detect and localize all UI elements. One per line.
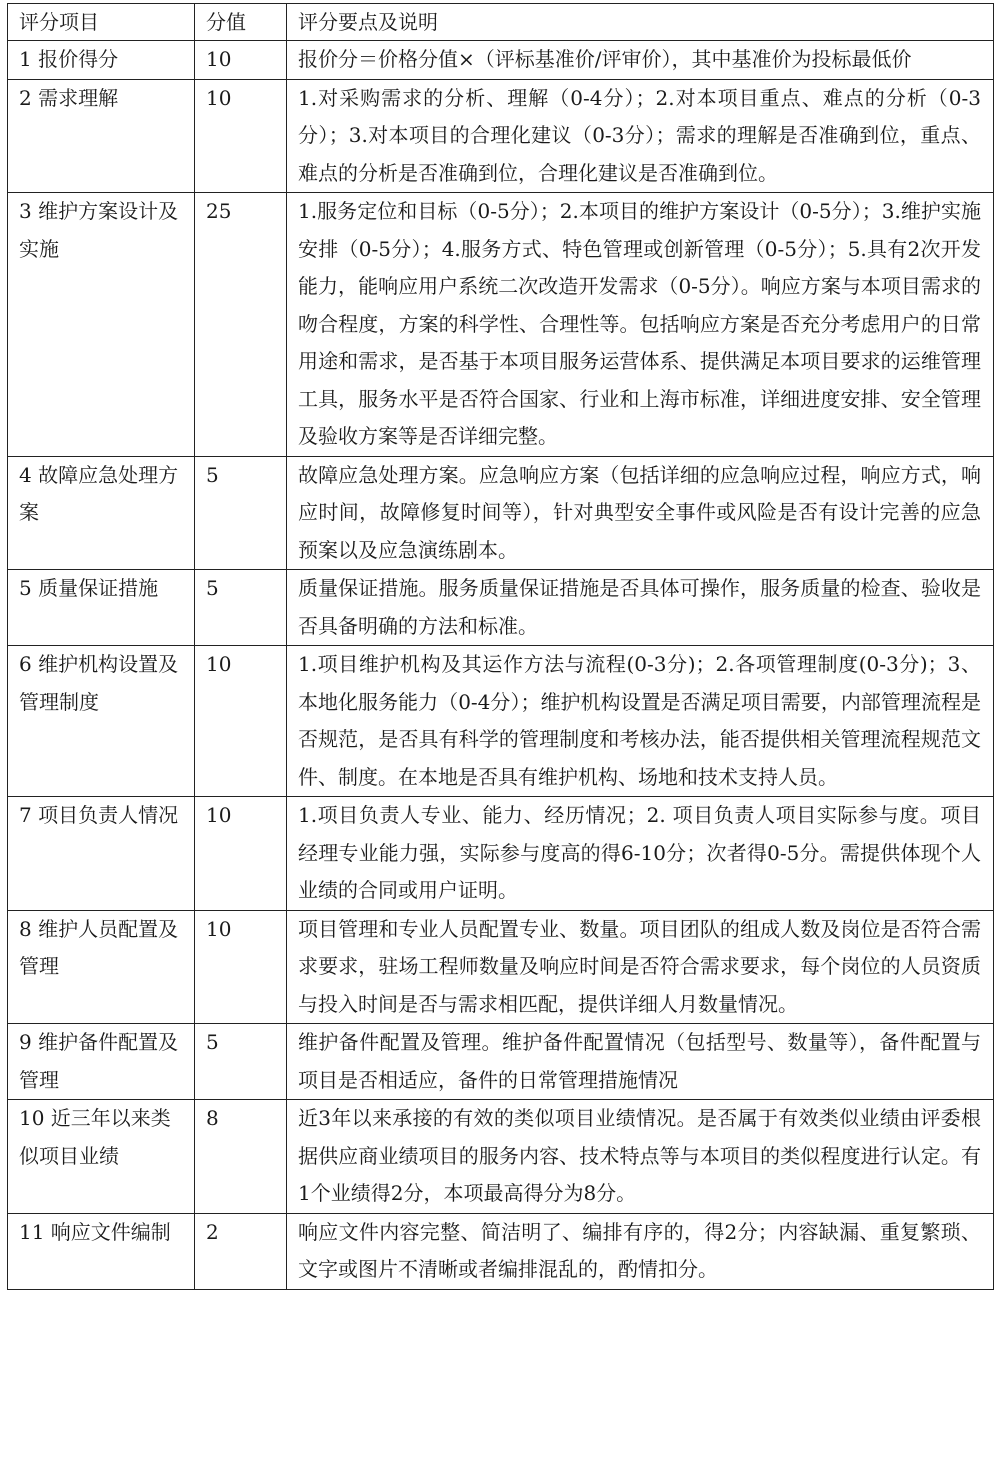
row-description: 质量保证措施。服务质量保证措施是否具体可操作，服务质量的检查、验收是否具备明确的方法和标准。 [287,570,994,646]
row-score: 10 [195,646,287,797]
row-description: 1.项目负责人专业、能力、经历情况；2. 项目负责人项目实际参与度。项目经理专业能力强，实际参与度高的得6-10分；次者得0-5分。需提供体现个人业绩的合同或用户证明。 [287,797,994,911]
row-score: 25 [195,193,287,457]
header-score: 分值 [195,4,287,41]
row-score: 8 [195,1100,287,1214]
row-description: 近3年以来承接的有效的类似项目业绩情况。是否属于有效类似业绩由评委根据供应商业绩项目的服务内容、技术特点等与本项目的类似程度进行认定。有1个业绩得2分，本项最高得分为8分。 [287,1100,994,1214]
table-row [8,797,994,911]
row-item: 5 质量保证措施 [8,570,195,646]
table-row [8,1024,994,1100]
row-score: 10 [195,41,287,80]
header-description: 评分要点及说明 [287,4,994,41]
header-row [8,4,994,41]
row-description: 故障应急处理方案。应急响应方案（包括详细的应急响应过程，响应方式，响应时间，故障修复时间等），针对典型安全事件或风险是否有设计完善的应急预案以及应急演练剧本。 [287,456,994,570]
row-item: 8 维护人员配置及管理 [8,910,195,1024]
row-item: 6 维护机构设置及管理制度 [8,646,195,797]
row-score: 5 [195,456,287,570]
row-description: 1.项目维护机构及其运作方法与流程(0-3分)；2.各项管理制度(0-3分)；3、本地化服务能力（0-4分）；维护机构设置是否满足项目需要，内部管理流程是否规范，是否具有科学的管理制度和考核办法，能否提供相关管理流程规范文件、制度。在本地是否具有维护机构、场地和技术支持人员。 [287,646,994,797]
table-row [8,456,994,570]
row-description: 维护备件配置及管理。维护备件配置情况（包括型号、数量等），备件配置与项目是否相适应，备件的日常管理措施情况 [287,1024,994,1100]
row-description: 报价分＝价格分值×（评标基准价/评审价），其中基准价为投标最低价 [287,41,994,80]
row-score: 5 [195,570,287,646]
table-row [8,646,994,797]
row-item: 3 维护方案设计及实施 [8,193,195,457]
header-item: 评分项目 [8,4,195,41]
table-row [8,193,994,457]
row-description: 1.对采购需求的分析、理解（0-4分）；2.对本项目重点、难点的分析（0-3分）；3.对本项目的合理化建议（0-3分）；需求的理解是否准确到位，重点、难点的分析是否准确到位，合理化建议是否准确到位。 [287,79,994,193]
row-score: 10 [195,797,287,911]
row-item: 11 响应文件编制 [8,1213,195,1289]
row-item: 7 项目负责人情况 [8,797,195,911]
scoring-table [7,3,994,1290]
row-description: 项目管理和专业人员配置专业、数量。项目团队的组成人数及岗位是否符合需求要求，驻场工程师数量及响应时间是否符合需求要求，每个岗位的人员资质与投入时间是否与需求相匹配，提供详细人月数量情况。 [287,910,994,1024]
row-score: 10 [195,79,287,193]
row-item: 4 故障应急处理方案 [8,456,195,570]
table-row [8,1213,994,1289]
table-row [8,570,994,646]
row-item: 1 报价得分 [8,41,195,80]
row-score: 5 [195,1024,287,1100]
row-description: 1.服务定位和目标（0-5分）；2.本项目的维护方案设计（0-5分）；3.维护实施安排（0-5分）；4.服务方式、特色管理或创新管理（0-5分）；5.具有2次开发能力，能响应用户系统二次改造开发需求（0-5分）。响应方案与本项目需求的吻合程度，方案的科学性、合理性等。包括响应方案是否充分考虑用户的日常用途和需求，是否基于本项目服务运营体系、提供满足本项目要求的运维管理工具，服务水平是否符合国家、行业和上海市标准，详细进度安排、安全管理及验收方案等是否详细完整。 [287,193,994,457]
row-item: 10 近三年以来类似项目业绩 [8,1100,195,1214]
table-row [8,1100,994,1214]
table-row [8,79,994,193]
table-row [8,910,994,1024]
row-score: 10 [195,910,287,1024]
table-row [8,41,994,80]
row-score: 2 [195,1213,287,1289]
row-item: 9 维护备件配置及管理 [8,1024,195,1100]
row-description: 响应文件内容完整、简洁明了、编排有序的，得2分；内容缺漏、重复繁琐、文字或图片不清晰或者编排混乱的，酌情扣分。 [287,1213,994,1289]
row-item: 2 需求理解 [8,79,195,193]
